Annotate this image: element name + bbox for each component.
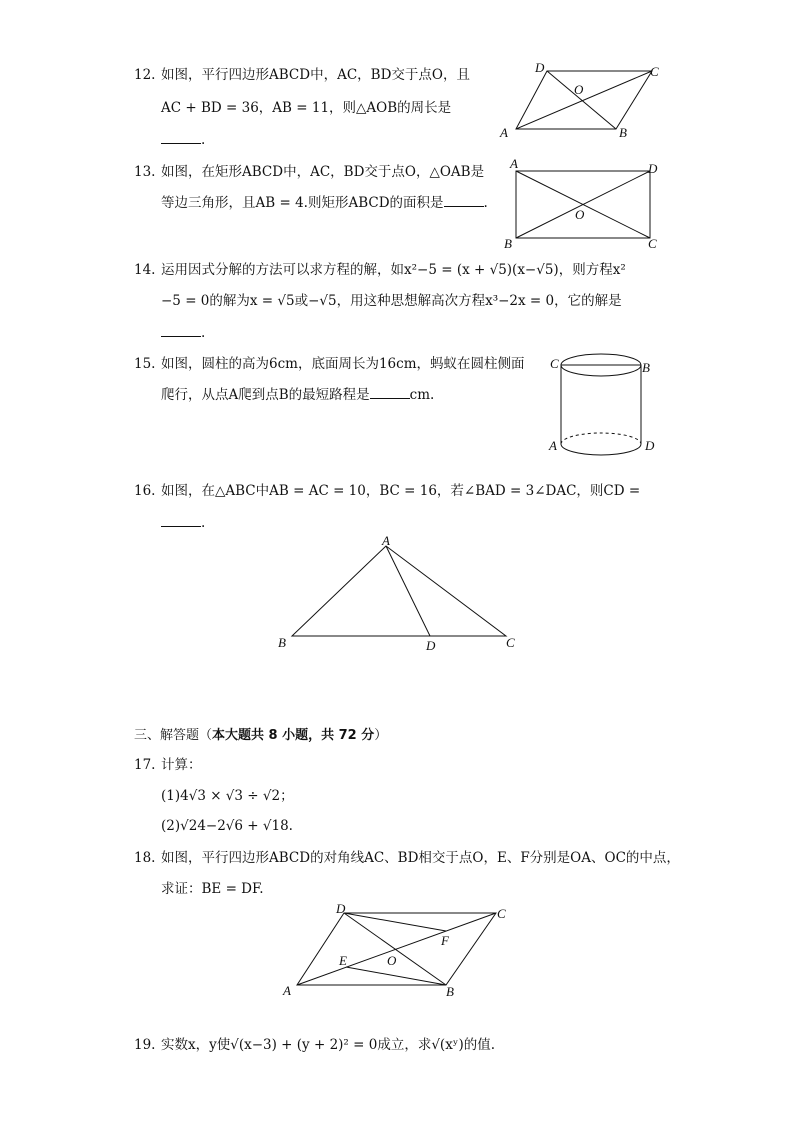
label-b: B — [642, 360, 650, 375]
q13-line2: 等边三角形，且AB = 4.则矩形ABCD的面积是 . — [161, 195, 488, 211]
q12-answer-line: . — [161, 131, 205, 149]
diagonal-ac — [297, 913, 496, 985]
answer-blank — [161, 514, 201, 527]
label-d: D — [648, 161, 658, 176]
label-a: A — [283, 983, 291, 998]
q15-cylinder-figure — [540, 348, 670, 466]
label-c: C — [648, 236, 657, 251]
segment-be — [346, 967, 446, 985]
label-c: C — [506, 635, 515, 650]
q12-line2: AC + BD = 36，AB = 11，则△AOB的周长是 — [161, 100, 452, 116]
cylinder-bottom-back — [561, 433, 641, 444]
q15-line1: 如图，圆柱的高为6cm，底面周长为16cm，蚂蚁在圆柱侧面 — [161, 356, 525, 372]
q12-parallelogram-figure — [495, 58, 675, 143]
q18-line1: 如图，平行四边形ABCD的对角线AC、BD相交于点O，E、F分别是OA、OC的中点， — [161, 850, 680, 866]
q16-number: 16. — [134, 483, 156, 499]
label-o: O — [387, 953, 397, 968]
q18-number: 18. — [134, 850, 156, 866]
q16-line1: 如图，在△ABC中AB = AC = 10，BC = 16，若∠BAD = 3∠DAC，则CD = — [161, 483, 641, 499]
label-d: D — [426, 638, 436, 653]
label-c: C — [550, 356, 559, 371]
label-c: C — [497, 906, 506, 921]
q17-title: 计算： — [161, 757, 202, 773]
answer-blank — [161, 324, 201, 337]
label-e: E — [339, 953, 347, 968]
label-b: B — [504, 236, 512, 251]
q17-part2: (2)√24−2√6 + √18. — [161, 818, 293, 834]
q15-line2: 爬行，从点A爬到点B的最短路程是 cm. — [161, 387, 435, 403]
answer-blank — [444, 194, 484, 207]
q15-number: 15. — [134, 356, 156, 372]
segment-ad — [386, 546, 430, 636]
q13-rectangle-figure — [500, 155, 670, 255]
diagonal-bd — [547, 71, 616, 129]
q19-number: 19. — [134, 1037, 156, 1053]
q13-number: 13. — [134, 164, 156, 180]
q12-line1: 如图，平行四边形ABCD中，AC，BD交于点O，且 — [161, 67, 470, 83]
q13-line1: 如图，在矩形ABCD中，AC，BD交于点O，△OAB是 — [161, 164, 485, 180]
label-o: O — [575, 207, 585, 222]
q16-answer-line: . — [161, 514, 205, 532]
q14-number: 14. — [134, 262, 156, 278]
label-o: O — [574, 82, 584, 97]
label-d: D — [535, 60, 545, 75]
label-a: A — [549, 438, 557, 453]
label-b: B — [278, 635, 286, 650]
cylinder-bottom-front — [561, 444, 641, 455]
q17-number: 17. — [134, 757, 156, 773]
label-b: B — [446, 984, 454, 999]
q17-part1: (1)4√3 × √3 ÷ √2； — [161, 788, 294, 804]
label-a: A — [510, 156, 518, 171]
label-d: D — [645, 438, 655, 453]
q16-triangle-figure — [270, 532, 530, 657]
label-a: A — [382, 533, 390, 548]
label-f: F — [441, 933, 449, 948]
q14-line2: −5 = 0的解为x = √5或−√5，用这种思想解高次方程x³−2x = 0，它的解是 — [161, 293, 622, 309]
answer-blank — [161, 131, 201, 144]
segment-df — [344, 913, 446, 931]
q18-line2: 求证：BE = DF. — [161, 881, 264, 897]
label-c: C — [650, 64, 659, 79]
section-heading: 三、解答题（本大题共 8 小题，共 72 分） — [134, 728, 388, 743]
diagonal-ac — [516, 71, 652, 129]
diagonal-bd — [344, 913, 446, 985]
q18-parallelogram-figure — [278, 898, 518, 1003]
q14-line1: 运用因式分解的方法可以求方程的解，如x²−5 = (x + √5)(x−√5)，则方程x² — [161, 262, 626, 278]
triangle-abc — [292, 546, 506, 636]
label-d: D — [336, 901, 346, 916]
label-b: B — [619, 125, 627, 140]
q12-number: 12. — [134, 67, 156, 83]
q19-line1: 实数x，y使√(x−3) + (y + 2)² = 0成立，求√(xʸ)的值. — [161, 1037, 496, 1053]
q14-answer-line: . — [161, 324, 205, 342]
answer-blank — [370, 386, 410, 399]
label-a: A — [500, 125, 508, 140]
